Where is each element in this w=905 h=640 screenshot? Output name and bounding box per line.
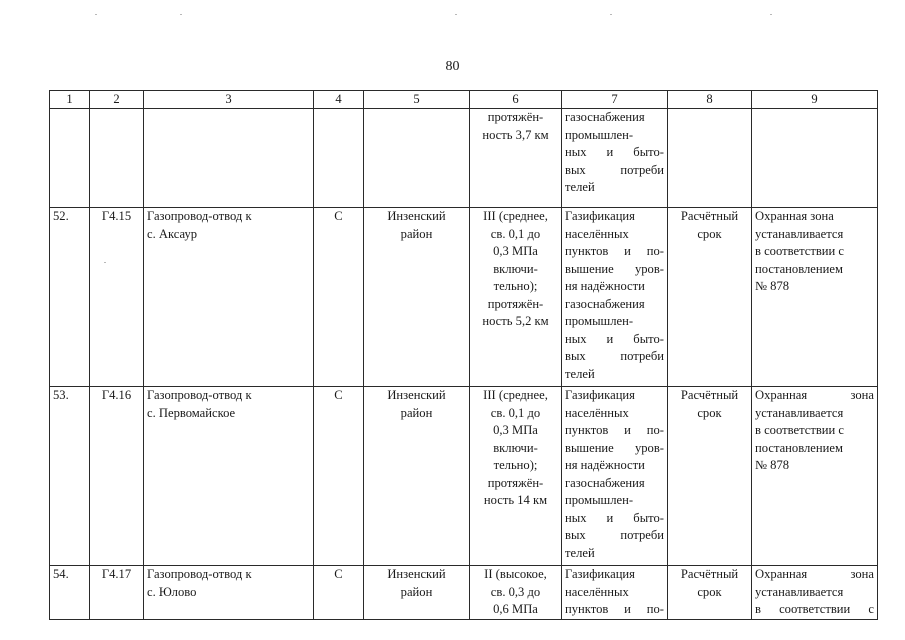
cell-name (144, 387, 314, 566)
table-row (50, 208, 878, 387)
cell-type: С (314, 208, 364, 387)
zone-line: устанавливается (755, 584, 844, 599)
params-line: II (высокое, (484, 567, 547, 581)
zone-line: постановлением (755, 261, 843, 276)
purpose-line: населённых (565, 405, 629, 420)
scan-speck (180, 14, 182, 15)
purpose-line: промышлен- (565, 493, 634, 507)
name-line: Газопровод-отвод к (147, 209, 252, 223)
header-cell-9: 9 (752, 91, 878, 109)
cell-num (50, 109, 90, 208)
purpose-line: телей (565, 180, 595, 194)
purpose-line: Газификация (565, 388, 635, 402)
cell-params (470, 566, 562, 620)
purpose-line: ных и быто- (565, 510, 664, 525)
page-number: 80 (445, 59, 460, 74)
cell-zone (752, 566, 878, 620)
purpose-line: пунктов и по- (565, 244, 664, 258)
cell-term (668, 208, 752, 387)
cell-purpose (562, 109, 668, 208)
purpose-line: вых потреби (565, 528, 664, 542)
zone-line: устанавливается (755, 226, 844, 241)
params-line: ность 14 км (483, 493, 548, 507)
scan-speck (104, 262, 106, 263)
header-cell-3: 3 (144, 91, 314, 109)
cell-name (144, 109, 314, 208)
term-line: срок (697, 584, 722, 599)
params-line: III (среднее, (483, 209, 548, 223)
cell-location (364, 109, 470, 208)
params-line: ность 3,7 км (482, 127, 549, 142)
params-line: ность 5,2 км (482, 314, 549, 328)
name-line: Газопровод-отвод к (147, 388, 252, 402)
location-line: Инзенский (387, 209, 446, 223)
cell-name (144, 208, 314, 387)
name-line: с. Аксаур (147, 226, 198, 241)
params-line: тельно); (493, 458, 538, 472)
cell-code: Г4.15 (90, 208, 144, 387)
header-cell-8: 8 (668, 91, 752, 109)
header-cell-4: 4 (314, 91, 364, 109)
params-line: 0,3 МПа (493, 423, 538, 437)
purpose-line: пунктов и по- (565, 423, 664, 437)
term-line: Расчётный (680, 209, 739, 223)
cell-type: С (314, 566, 364, 620)
params-line: включи- (493, 440, 538, 455)
params-line: 0,6 МПа (493, 602, 538, 616)
header-cell-7: 7 (562, 91, 668, 109)
cell-location (364, 566, 470, 620)
table-row (50, 387, 878, 566)
name-line: с. Юлово (147, 584, 197, 599)
purpose-line: вышение уров- (565, 440, 664, 455)
purpose-line: газоснабжения (565, 475, 645, 490)
purpose-line: ня надёжности (565, 458, 645, 472)
purpose-line: вышение уров- (565, 261, 664, 276)
cell-location (364, 387, 470, 566)
cell-code: Г4.17 (90, 566, 144, 620)
cell-term (668, 566, 752, 620)
term-line: срок (697, 405, 722, 420)
header-cell-2: 2 (90, 91, 144, 109)
location-line: район (400, 584, 433, 599)
location-line: Инзенский (387, 388, 446, 402)
term-line: Расчётный (680, 388, 739, 402)
zone-line: № 878 (755, 458, 790, 472)
purpose-line: газоснабжения (565, 110, 645, 124)
purpose-line: ных и быто- (565, 145, 664, 159)
params-line: св. 0,3 до (490, 584, 541, 599)
zone-line: Охранная зона (755, 388, 874, 402)
params-line: св. 0,1 до (490, 405, 541, 420)
params-line: протяжён- (487, 475, 544, 490)
zone-line: Охранная зона (755, 209, 834, 223)
header-cell-6: 6 (470, 91, 562, 109)
scan-speck (770, 14, 772, 15)
purpose-line: населённых (565, 226, 629, 241)
purpose-line: промышлен- (565, 314, 634, 328)
cell-num: 54. (50, 566, 90, 620)
cell-name (144, 566, 314, 620)
cell-purpose (562, 208, 668, 387)
name-line: Газопровод-отвод к (147, 567, 252, 581)
zone-line: в соответствии с (755, 244, 844, 258)
params-line: св. 0,1 до (490, 226, 541, 241)
term-line: срок (697, 226, 722, 241)
purpose-line: газоснабжения (565, 296, 645, 311)
cell-term (668, 387, 752, 566)
header-row (50, 91, 878, 109)
table-row-continuation (50, 109, 878, 208)
name-line: с. Первомайское (147, 405, 236, 420)
purpose-line: вых потреби (565, 349, 664, 363)
cell-params (470, 109, 562, 208)
cell-purpose (562, 566, 668, 620)
table-row (50, 566, 878, 620)
purpose-line: вых потреби (565, 162, 664, 177)
cell-params (470, 208, 562, 387)
cell-zone (752, 109, 878, 208)
purpose-line: Газификация (565, 209, 635, 223)
cell-term (668, 109, 752, 208)
location-line: район (400, 226, 433, 241)
cell-num: 53. (50, 387, 90, 566)
params-line: III (среднее, (483, 388, 548, 402)
header-cell-5: 5 (364, 91, 470, 109)
cell-purpose (562, 387, 668, 566)
purpose-line: Газификация (565, 567, 635, 581)
cell-code (90, 109, 144, 208)
zone-line: в соответствии с (755, 423, 844, 437)
zone-line: постановлением (755, 440, 843, 455)
scan-speck (455, 14, 457, 15)
params-line: протяжён- (487, 296, 544, 311)
purpose-line: пунктов и по- (565, 602, 664, 616)
params-line: включи- (493, 261, 538, 276)
purpose-line: телей (565, 366, 595, 381)
cell-type (314, 109, 364, 208)
purpose-line: промышлен- (565, 127, 634, 142)
cell-zone (752, 387, 878, 566)
scan-speck (95, 14, 97, 15)
term-line: Расчётный (680, 567, 739, 581)
purpose-line: ных и быто- (565, 331, 664, 346)
purpose-line: телей (565, 545, 595, 560)
cell-params (470, 387, 562, 566)
cell-type: С (314, 387, 364, 566)
zone-line: в соответствии с (755, 602, 874, 616)
cell-zone (752, 208, 878, 387)
cell-code: Г4.16 (90, 387, 144, 566)
zone-line: устанавливается (755, 405, 844, 420)
zone-line: Охранная зона (755, 567, 874, 581)
params-line: протяжён- (487, 110, 544, 124)
header-cell-1: 1 (50, 91, 90, 109)
location-line: Инзенский (387, 567, 446, 581)
params-line: 0,3 МПа (493, 244, 538, 258)
zone-line: № 878 (755, 279, 790, 293)
params-line: тельно); (493, 279, 538, 293)
location-line: район (400, 405, 433, 420)
purpose-line: населённых (565, 584, 629, 599)
purpose-line: ня надёжности (565, 279, 645, 293)
cell-num: 52. (50, 208, 90, 387)
cell-location (364, 208, 470, 387)
scan-speck (610, 14, 612, 15)
infrastructure-table (49, 90, 878, 620)
